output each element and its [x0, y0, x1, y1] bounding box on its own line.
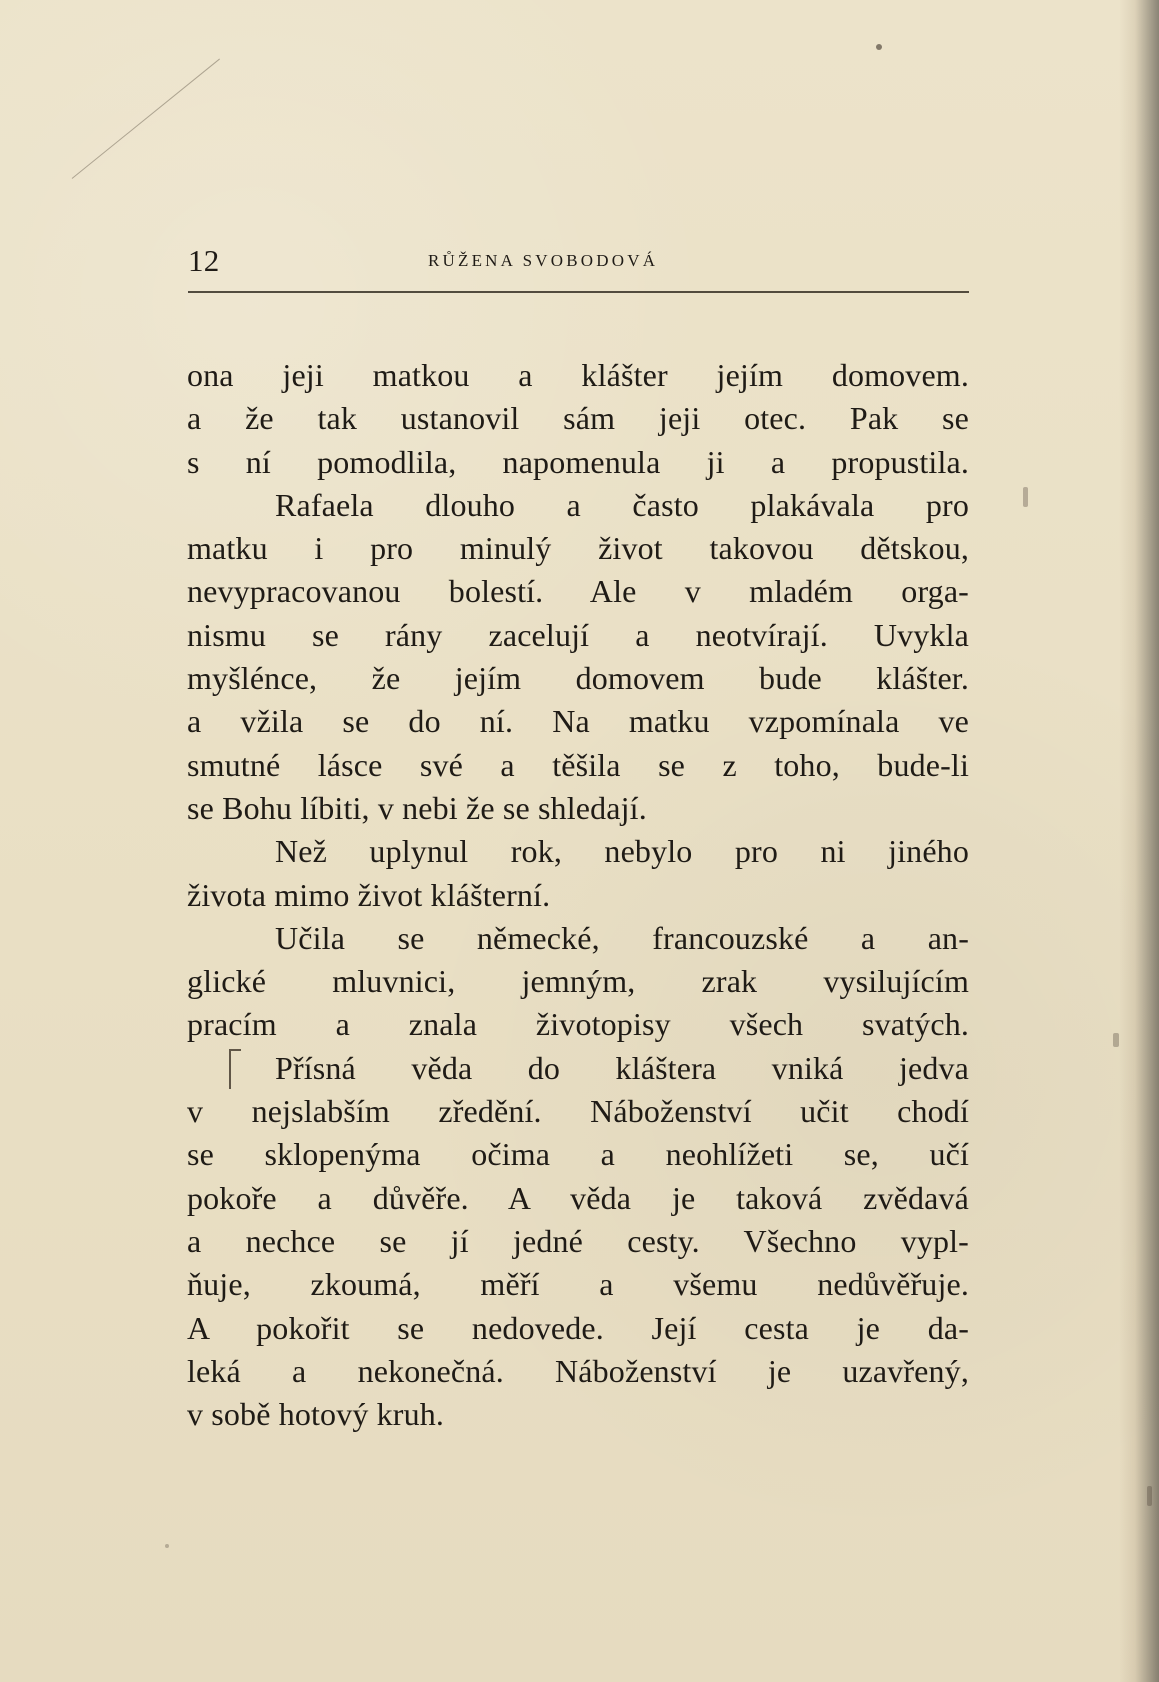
text-line: života mimo život klášterní. [187, 876, 551, 913]
pencil-mark [72, 59, 220, 179]
text-line: se sklopenýma očima a neohlížeti se, učí [187, 1136, 969, 1173]
paper-speck [1113, 1033, 1119, 1047]
text-line: s ní pomodlila, napomenula ji a propustila. [187, 443, 969, 480]
text-line: pokoře a důvěře. A věda je taková zvědavá [187, 1179, 969, 1216]
text-line: Než uplynul rok, nebylo pro ni jiného [275, 833, 969, 870]
text-line: v sobě hotový kruh. [187, 1396, 445, 1433]
text-line: A pokořit se nedovede. Její cesta je da- [187, 1309, 969, 1346]
text-line: pracím a znala životopisy všech svatých. [187, 1006, 969, 1043]
text-line: a že tak ustanovil sám jeji otec. Pak se [187, 400, 969, 437]
text-line: a nechce se jí jedné cesty. Všechno vypl- [187, 1222, 969, 1259]
page-number: 12 [188, 243, 220, 278]
paper-speck [1147, 1486, 1152, 1506]
text-line: nismu se rány zacelují a neotvírají. Uvykla [187, 616, 969, 653]
text-line: a vžila se do ní. Na matku vzpomínala ve [187, 703, 969, 740]
header-rule [188, 291, 969, 293]
text-line: Přísná věda do kláštera vniká jedva [275, 1049, 969, 1086]
page-header [188, 243, 969, 291]
ink-dot-left [165, 1544, 169, 1548]
binding-shadow [1119, 0, 1159, 1682]
running-head: RŮŽENA SVOBODOVÁ [428, 251, 659, 270]
text-line: v nejslabším zředění. Náboženství učit chodí [187, 1093, 969, 1130]
text-line: glické mluvnici, jemným, zrak vysilujícím [187, 963, 969, 1000]
text-line: matku i pro minulý život takovou dětskou, [187, 530, 969, 567]
text-line: nevypracovanou bolestí. Ale v mladém orga- [187, 573, 969, 610]
text-line: smutné lásce své a těšila se z toho, bude-li [187, 746, 969, 783]
text-line: leká a nekonečná. Náboženství je uzavřený, [187, 1352, 969, 1389]
text-line: Rafaela dlouho a často plakávala pro [275, 486, 969, 523]
page-body [187, 354, 969, 1444]
paper-speck [1023, 487, 1028, 507]
ink-dot-top [876, 44, 882, 50]
text-line: myšlénce, že jejím domovem bude klášter. [187, 660, 969, 697]
text-line: Učila se německé, francouzské a an- [275, 919, 969, 956]
text-line: ňuje, zkoumá, měří a všemu nedůvěřuje. [187, 1266, 969, 1303]
text-line: se Bohu líbiti, v nebi že se shledají. [187, 789, 647, 826]
text-line: ona jeji matkou a klášter jejím domovem. [187, 357, 969, 393]
